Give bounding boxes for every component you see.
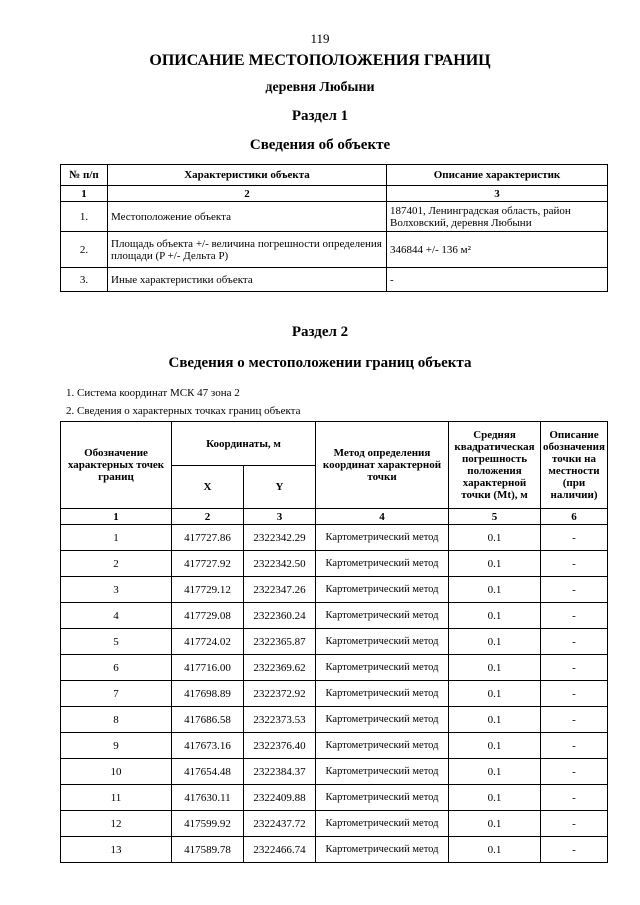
point-description: -: [541, 681, 608, 707]
object-info-table: [60, 164, 608, 292]
table-row: [61, 811, 608, 837]
error-value: 0.1: [449, 629, 541, 655]
col-number: 1: [61, 186, 108, 202]
error-value: 0.1: [449, 603, 541, 629]
coord-x: 417654.48: [172, 759, 244, 785]
section1-subtitle: Сведения об объекте: [249, 137, 391, 153]
point-number: 9: [61, 733, 172, 759]
table-row: [61, 268, 608, 292]
coord-y: 2322409.88: [244, 785, 316, 811]
table-row: [61, 681, 608, 707]
coord-x: 417729.08: [172, 603, 244, 629]
error-value: 0.1: [449, 759, 541, 785]
error-value: 0.1: [449, 577, 541, 603]
col-number: 5: [449, 509, 541, 525]
method: Картометрический метод: [316, 681, 449, 707]
page-number: 119: [310, 31, 330, 46]
header-description: Описание характеристик: [387, 165, 608, 186]
table-row: [61, 525, 608, 551]
error-value: 0.1: [449, 551, 541, 577]
coord-y: 2322376.40: [244, 733, 316, 759]
point-description: -: [541, 525, 608, 551]
point-number: 11: [61, 785, 172, 811]
point-description: -: [541, 577, 608, 603]
header-coordinates: Координаты, м: [172, 422, 316, 466]
point-description: -: [541, 629, 608, 655]
method: Картометрический метод: [316, 785, 449, 811]
col-number: 2: [108, 186, 387, 202]
point-description: -: [541, 603, 608, 629]
coord-x: 417630.11: [172, 785, 244, 811]
coord-y: 2322373.53: [244, 707, 316, 733]
error-value: 0.1: [449, 733, 541, 759]
col-number: 4: [316, 509, 449, 525]
row-characteristic: Иные характеристики объекта: [108, 268, 387, 292]
header-error: Средняя квадратическая погрешность положения характерной точки (Mt), м: [449, 422, 541, 509]
method: Картометрический метод: [316, 577, 449, 603]
row-number: 3.: [61, 268, 108, 292]
coord-y: 2322347.26: [244, 577, 316, 603]
point-number: 12: [61, 811, 172, 837]
table-row: [61, 837, 608, 863]
row-characteristic: Местоположение объекта: [108, 202, 387, 232]
col-number: 6: [541, 509, 608, 525]
table-row: [61, 551, 608, 577]
table-row: [61, 707, 608, 733]
point-description: -: [541, 655, 608, 681]
column-number-row: [61, 186, 608, 202]
section2-subtitle: Сведения о местоположении границ объекта: [168, 355, 472, 371]
point-description: -: [541, 551, 608, 577]
table-row: [61, 603, 608, 629]
point-number: 4: [61, 603, 172, 629]
row-number: 2.: [61, 232, 108, 268]
method: Картометрический метод: [316, 525, 449, 551]
row-characteristic: Площадь объекта +/- величина погрешности определения площади (P +/- Дельта P): [108, 232, 387, 268]
header-number: № п/п: [61, 165, 108, 186]
table-header-row: [61, 165, 608, 186]
col-number: 3: [387, 186, 608, 202]
coord-x: 417716.00: [172, 655, 244, 681]
table-row: [61, 733, 608, 759]
coord-y: 2322360.24: [244, 603, 316, 629]
header-x: X: [172, 466, 244, 509]
table-row: [61, 785, 608, 811]
coord-x: 417599.92: [172, 811, 244, 837]
coord-x: 417729.12: [172, 577, 244, 603]
header-method: Метод определения координат характерной точки: [316, 422, 449, 509]
coord-x: 417589.78: [172, 837, 244, 863]
point-description: -: [541, 759, 608, 785]
error-value: 0.1: [449, 655, 541, 681]
point-number: 3: [61, 577, 172, 603]
point-number: 10: [61, 759, 172, 785]
method: Картометрический метод: [316, 733, 449, 759]
method: Картометрический метод: [316, 759, 449, 785]
section1-title: Раздел 1: [291, 108, 349, 124]
point-number: 7: [61, 681, 172, 707]
coord-x: 417686.58: [172, 707, 244, 733]
error-value: 0.1: [449, 785, 541, 811]
method: Картометрический метод: [316, 629, 449, 655]
point-description: -: [541, 785, 608, 811]
col-number: 3: [244, 509, 316, 525]
point-number: 1: [61, 525, 172, 551]
header-point-description: Описание обозначения точки на местности (при наличии): [541, 422, 608, 509]
coord-y: 2322372.92: [244, 681, 316, 707]
col-number: 1: [61, 509, 172, 525]
coordinate-system-note: 1. Система координат МСК 47 зона 2: [66, 387, 240, 399]
point-description: -: [541, 707, 608, 733]
column-number-row: [61, 509, 608, 525]
document-title: ОПИСАНИЕ МЕСТОПОЛОЖЕНИЯ ГРАНИЦ: [149, 52, 491, 69]
point-description: -: [541, 837, 608, 863]
table-row: [61, 577, 608, 603]
coord-y: 2322342.50: [244, 551, 316, 577]
coord-y: 2322384.37: [244, 759, 316, 785]
method: Картометрический метод: [316, 811, 449, 837]
method: Картометрический метод: [316, 655, 449, 681]
point-number: 13: [61, 837, 172, 863]
coord-x: 417698.89: [172, 681, 244, 707]
points-table-body: [61, 525, 608, 863]
error-value: 0.1: [449, 837, 541, 863]
method: Картометрический метод: [316, 837, 449, 863]
coord-y: 2322466.74: [244, 837, 316, 863]
table-row: [61, 232, 608, 268]
place-name: деревня Любыни: [265, 80, 375, 95]
method: Картометрический метод: [316, 551, 449, 577]
section2-title: Раздел 2: [291, 324, 349, 340]
method: Картометрический метод: [316, 707, 449, 733]
coord-x: 417673.16: [172, 733, 244, 759]
error-value: 0.1: [449, 681, 541, 707]
point-number: 5: [61, 629, 172, 655]
point-number: 8: [61, 707, 172, 733]
points-info-note: 2. Сведения о характерных точках границ объекта: [66, 405, 301, 417]
coord-x: 417727.92: [172, 551, 244, 577]
point-description: -: [541, 811, 608, 837]
point-number: 6: [61, 655, 172, 681]
header-y: Y: [244, 466, 316, 509]
coord-y: 2322365.87: [244, 629, 316, 655]
coord-y: 2322437.72: [244, 811, 316, 837]
row-description: -: [387, 268, 608, 292]
row-number: 1.: [61, 202, 108, 232]
table-row: [61, 202, 608, 232]
error-value: 0.1: [449, 525, 541, 551]
col-number: 2: [172, 509, 244, 525]
point-number: 2: [61, 551, 172, 577]
table-row: [61, 655, 608, 681]
method: Картометрический метод: [316, 603, 449, 629]
table-row: [61, 629, 608, 655]
header-designation: Обозначение характерных точек границ: [61, 422, 172, 509]
point-description: -: [541, 733, 608, 759]
coord-x: 417727.86: [172, 525, 244, 551]
coord-y: 2322369.62: [244, 655, 316, 681]
error-value: 0.1: [449, 811, 541, 837]
table-row: [61, 759, 608, 785]
header-characteristic: Характеристики объекта: [108, 165, 387, 186]
boundary-points-table: [60, 421, 608, 863]
coord-x: 417724.02: [172, 629, 244, 655]
table-header-row: [61, 422, 608, 466]
row-description: 187401, Ленинградская область, район Волховский, деревня Любыни: [387, 202, 608, 232]
row-description: 346844 +/- 136 м²: [387, 232, 608, 268]
error-value: 0.1: [449, 707, 541, 733]
coord-y: 2322342.29: [244, 525, 316, 551]
